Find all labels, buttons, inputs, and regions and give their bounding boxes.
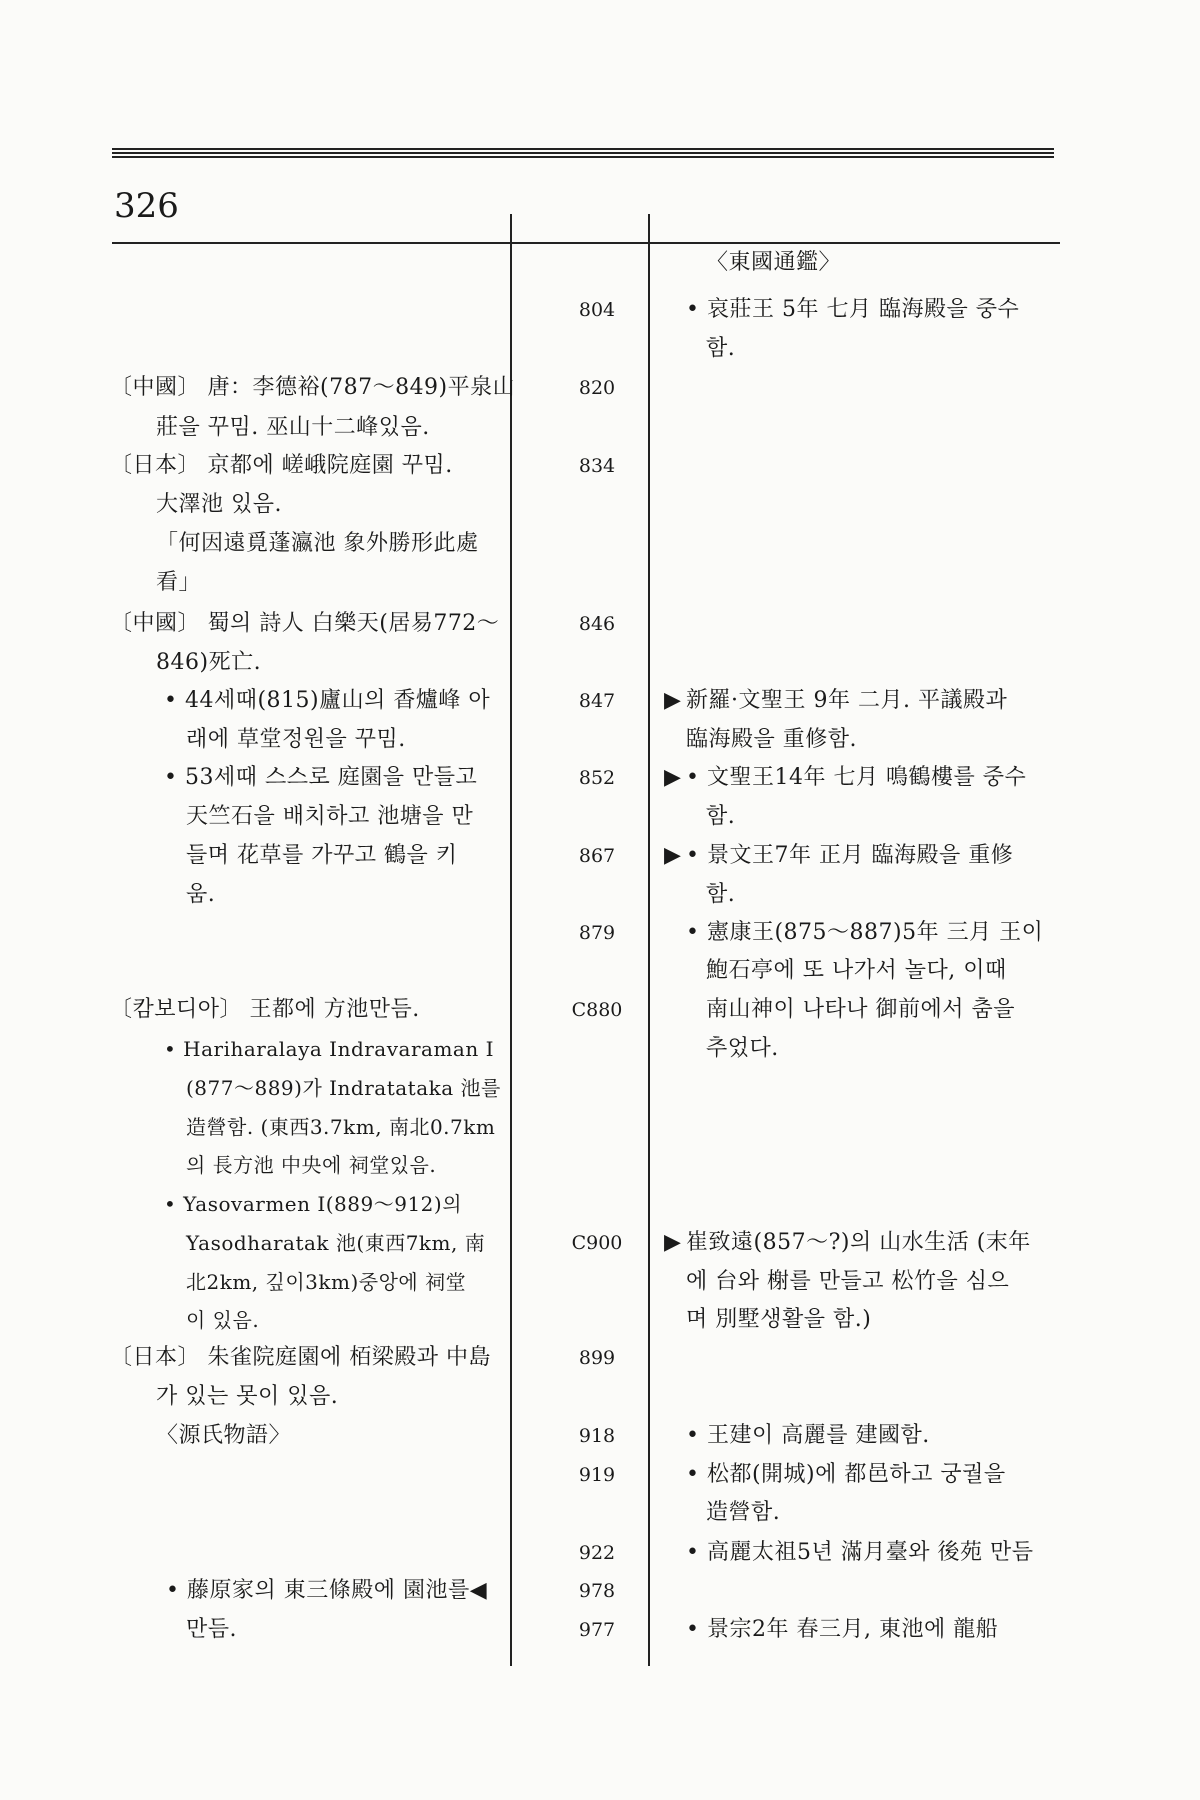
left-text-line: 래에 草堂정원을 꾸밈.	[186, 727, 406, 752]
column-divider-right	[648, 214, 650, 1666]
left-text-line: 〔中國〕 蜀의 詩人 白樂天(居易772～	[110, 611, 500, 636]
left-text-line: • Yasovarmen I(889～912)의	[164, 1192, 463, 1216]
left-text-line: 846)死亡.	[156, 650, 262, 675]
right-text-line: 며 別墅생활을 함.)	[686, 1307, 872, 1332]
page-number: 326	[114, 186, 179, 226]
left-text-line: 莊을 꾸밈. 巫山十二峰있음.	[156, 415, 430, 440]
year-label: C880	[571, 999, 623, 1021]
right-text-line: • 王建이 高麗를 建國함.	[686, 1423, 930, 1448]
left-text-line: 造營함. (東西3.7km, 南北0.7km	[186, 1115, 496, 1139]
year-label: 834	[578, 455, 616, 477]
right-text-line: • 高麗太祖5년 滿月臺와 後苑 만듬	[686, 1540, 1034, 1565]
year-label: 804	[578, 299, 616, 321]
left-text-line: 看」	[156, 570, 202, 595]
right-text-line: 鮑石亭에 또 나가서 놀다, 이때	[706, 958, 1007, 983]
left-text-line: 「何因遠覓蓬瀛池 象外勝形此處	[156, 531, 479, 556]
arrow-marker: ▶	[664, 1230, 681, 1255]
year-label: 820	[578, 377, 616, 399]
year-label: 919	[578, 1464, 616, 1486]
left-text-line: 〔캄보디아〕 王都에 方池만듬.	[110, 997, 420, 1022]
right-text-line: 新羅·文聖王 9年 二月. 平議殿과	[686, 688, 1008, 713]
left-text-line: 大澤池 있음.	[156, 492, 282, 517]
left-text-line: • 44세때(815)廬山의 香爐峰 아	[164, 688, 491, 713]
left-text-line: • 藤原家의 東三條殿에 園池를◀	[166, 1578, 488, 1603]
year-label: 847	[578, 690, 616, 712]
arrow-marker: ▶	[664, 688, 681, 713]
left-text-line: 天竺石을 배치하고 池塘을 만	[186, 804, 474, 829]
year-label: 922	[578, 1542, 616, 1564]
year-label: C900	[571, 1232, 623, 1254]
left-text-line: 만듬.	[186, 1617, 237, 1642]
year-label: 846	[578, 613, 616, 635]
arrow-marker: ▶	[664, 843, 681, 868]
year-label: 978	[578, 1580, 616, 1602]
right-text-line: 추었다.	[706, 1036, 779, 1061]
left-text-line: (877～889)가 Indratataka 池를	[186, 1076, 501, 1100]
year-label: 918	[578, 1425, 616, 1447]
right-text-line: • 景文王7年 正月 臨海殿을 重修	[686, 843, 1014, 868]
right-text-line: 함.	[706, 804, 736, 829]
right-text-line: 崔致遠(857～?)의 山水生活 (末年	[686, 1230, 1031, 1255]
right-text-line: • 景宗2年 春三月, 東池에 龍船	[686, 1617, 999, 1642]
right-text-line: • 文聖王14年 七月 鳴鶴樓를 중수	[686, 765, 1027, 790]
right-text-line: 〈東國通鑑〉	[706, 250, 842, 275]
right-text-line: 造營함.	[706, 1500, 781, 1525]
year-label: 899	[578, 1347, 616, 1369]
right-text-line: • 憲康王(875～887)5年 三月 王이	[686, 920, 1044, 945]
right-text-line: 南山神이 나타나 御前에서 춤을	[706, 997, 1015, 1022]
left-text-line: 이 있음.	[186, 1308, 260, 1332]
year-label: 867	[578, 845, 616, 867]
right-text-line: 함.	[706, 336, 736, 361]
arrow-marker: ▶	[664, 765, 681, 790]
year-label: 852	[578, 767, 616, 789]
column-divider-left	[510, 214, 512, 1666]
left-text-line: • Hariharalaya Indravaraman I	[164, 1037, 494, 1061]
left-text-line: 가 있는 못이 있음.	[156, 1384, 339, 1409]
right-text-line: 함.	[706, 882, 736, 907]
left-text-line: Yasodharatak 池(東西7km, 南	[186, 1231, 486, 1255]
year-label: 977	[578, 1619, 616, 1641]
left-text-line: 〔日本〕 朱雀院庭園에 栢梁殿과 中島	[110, 1345, 491, 1370]
left-text-line: 의 長方池 中央에 祠堂있음.	[186, 1153, 437, 1177]
top-double-rule	[112, 148, 1054, 160]
left-text-line: 움.	[186, 882, 216, 907]
left-text-line: 〔中國〕 唐：李德裕(787～849)平泉山	[110, 375, 516, 400]
right-text-line: 에 台와 榭를 만들고 松竹을 심으	[686, 1269, 1010, 1294]
left-text-line: 〔日本〕 京都에 嵯峨院庭園 꾸밈.	[110, 453, 453, 478]
right-text-line: 臨海殿을 重修함.	[686, 727, 857, 752]
right-text-line: • 松都(開城)에 都邑하고 궁궐을	[686, 1462, 1006, 1487]
year-label: 879	[578, 922, 616, 944]
left-text-line: • 53세때 스스로 庭園을 만들고	[164, 765, 478, 790]
left-text-line: 北2km, 깊이3km)중앙에 祠堂	[186, 1270, 467, 1294]
left-text-line: 〈源氏物語〉	[156, 1423, 292, 1448]
left-text-line: 들며 花草를 가꾸고 鶴을 키	[186, 843, 458, 868]
header-rule	[112, 242, 1060, 244]
right-text-line: • 哀莊王 5年 七月 臨海殿을 중수	[686, 297, 1020, 322]
